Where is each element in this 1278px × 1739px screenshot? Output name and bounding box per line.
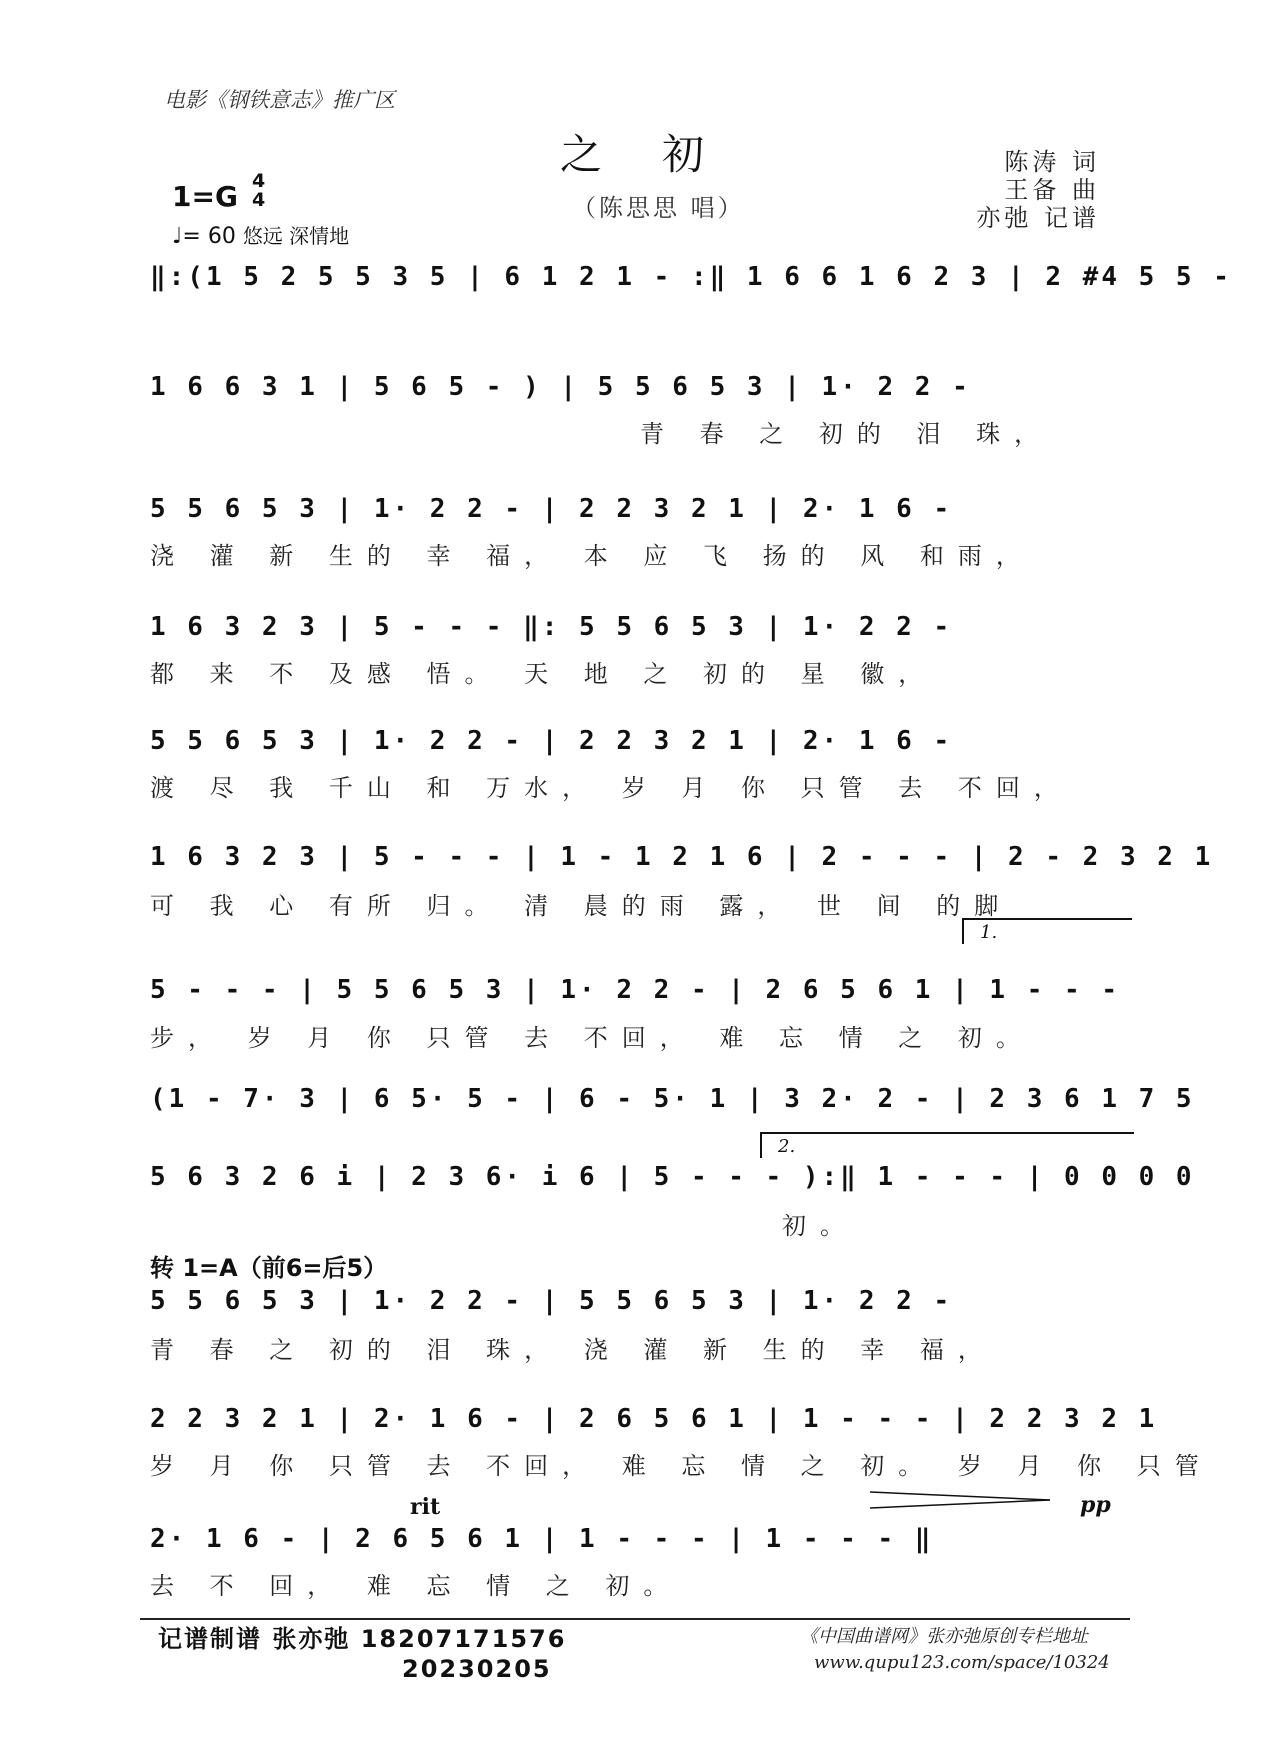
- notation-line: 1 6 3 2 3 | 5 - - - | 1 - 1 2 1 6 | 2 - - - | 2 - 2 3 2 1: [150, 842, 1214, 872]
- song-title: 之初: [560, 130, 765, 179]
- time-signature: [252, 172, 265, 210]
- quarter-note-icon: ♩: [172, 224, 183, 249]
- lyric-line-9: 初。: [782, 1212, 858, 1240]
- stave-row-6: [150, 842, 1214, 882]
- notation-line: 5 5 6 5 3 | 1· 2 2 - | 5 5 6 5 3 | 1· 2 2 -: [150, 1286, 953, 1316]
- lyric-line-12: 去 不 回， 难 忘 情 之 初。: [150, 1572, 682, 1600]
- footer-site: [800, 1624, 1110, 1676]
- notation-line: 2 2 3 2 1 | 2· 1 6 - | 2 6 5 6 1 | 1 - - - | 2 2 3 2 1: [150, 1404, 1158, 1434]
- site-title: 《中国曲谱网》张亦弛原创专栏地址: [800, 1626, 1088, 1647]
- notation-line: 1 6 3 2 3 | 5 - - - ‖: 5 5 6 5 3 | 1· 2 2 -: [150, 612, 953, 642]
- first-ending-label: 1.: [980, 922, 998, 943]
- lyric-line-4: 都 来 不 及感 悟。 天 地 之 初的 星 徽，: [150, 660, 937, 688]
- lyric-line-10: 青 春 之 初的 泪 珠， 浇 灌 新 生的 幸 福，: [150, 1336, 996, 1364]
- stave-row-1: [150, 262, 1232, 302]
- first-ending-bracket: [962, 918, 1132, 944]
- key-signature: 1=G: [172, 180, 238, 213]
- transcriber-credit: 亦弛 记谱: [976, 204, 1100, 232]
- stave-row-5: [150, 726, 1130, 766]
- notation-line: (1 - 7· 3 | 6 5· 5 - | 6 - 5· 1 | 3 2· 2 - | 2 3 6 1 7 5: [150, 1084, 1195, 1114]
- lyric-line-6: 可 我 心 有所 归。 清 晨的雨 露， 世 间 的脚: [150, 892, 1013, 920]
- second-ending-label: 2.: [778, 1136, 796, 1157]
- stave-row-11: [150, 1404, 1158, 1444]
- lyric-line-7: 步， 岁 月 你 只管 去 不回， 难 忘 情 之 初。: [150, 1024, 1034, 1052]
- notation-line: 5 5 6 5 3 | 1· 2 2 - | 2 2 3 2 1 | 2· 1 6 -: [150, 726, 953, 756]
- stave-row-2: [150, 372, 1130, 412]
- footer-divider: [140, 1618, 1130, 1620]
- stave-row-10: [150, 1286, 1130, 1326]
- decrescendo-hairpin: [870, 1488, 1070, 1512]
- stave-row-3: [150, 494, 1130, 534]
- tempo-description: 悠远 深情地: [242, 224, 350, 248]
- stave-row-4: [150, 612, 1130, 652]
- lyric-line-3: 浇 灌 新 生的 幸 福， 本 应 飞 扬的 风 和雨，: [150, 542, 1034, 570]
- maker-phone: 18207171576: [360, 1625, 567, 1653]
- notation-line: ‖:(1 5 2 5 5 3 5 | 6 1 2 1 - :‖ 1 6 6 1 6 2 3 | 2 #4 5 5 -: [150, 262, 1232, 292]
- notation-line: 2· 1 6 - | 2 6 5 6 1 | 1 - - - | 1 - - - ‖: [150, 1524, 934, 1554]
- notation-line: 5 6 3 2 6 i | 2 3 6· i 6 | 5 - - - ):‖ 1 - - - | 0 0 0 0: [150, 1162, 1195, 1192]
- notation-line: 5 5 6 5 3 | 1· 2 2 - | 2 2 3 2 1 | 2· 1 6 -: [150, 494, 953, 524]
- stave-row-9: [150, 1162, 1195, 1202]
- stave-row-8: [150, 1084, 1195, 1124]
- lyric-line-11: 岁 月 你 只管 去 不回， 难 忘 情 之 初。 岁 月 你 只管: [150, 1452, 1213, 1480]
- pp-marking: pp: [1080, 1492, 1111, 1518]
- composer-credit: 王备 曲: [1004, 176, 1100, 204]
- time-signature-bottom: 4: [252, 189, 266, 211]
- tempo-marking: [172, 220, 349, 249]
- rit-marking: rit: [410, 1494, 441, 1520]
- maker-line: [158, 1624, 566, 1654]
- maker-date: 20230205: [402, 1655, 552, 1683]
- second-ending-bracket: [760, 1132, 1134, 1158]
- lyricist-credit: 陈涛 词: [1004, 148, 1100, 176]
- tempo-value: = 60: [182, 224, 236, 249]
- lyric-line-5: 渡 尽 我 千山 和 万水， 岁 月 你 只管 去 不回，: [150, 774, 1072, 802]
- stave-row-7: [150, 975, 1130, 1015]
- lyric-line-2: 青 春 之 初的 泪 珠，: [640, 420, 1053, 448]
- site-url[interactable]: www.qupu123.com/space/10324: [814, 1652, 1110, 1673]
- stave-row-12: [150, 1524, 1130, 1564]
- notation-line: 1 6 6 3 1 | 5 6 5 - ) | 5 5 6 5 3 | 1· 2 2 -: [150, 372, 971, 402]
- notation-line: 5 - - - | 5 5 6 5 3 | 1· 2 2 - | 2 6 5 6 1 | 1 - - -: [150, 975, 1120, 1005]
- modulation-marking: 转 1=A（前6=后5）: [150, 1254, 388, 1282]
- singer-credit: （陈思思 唱）: [572, 194, 745, 222]
- maker-label: 记谱制谱 张亦弛: [158, 1625, 351, 1653]
- time-signature-top: 4: [252, 170, 266, 192]
- footer-maker: [158, 1624, 566, 1684]
- promo-text: 电影《钢铁意志》推广区: [164, 88, 395, 112]
